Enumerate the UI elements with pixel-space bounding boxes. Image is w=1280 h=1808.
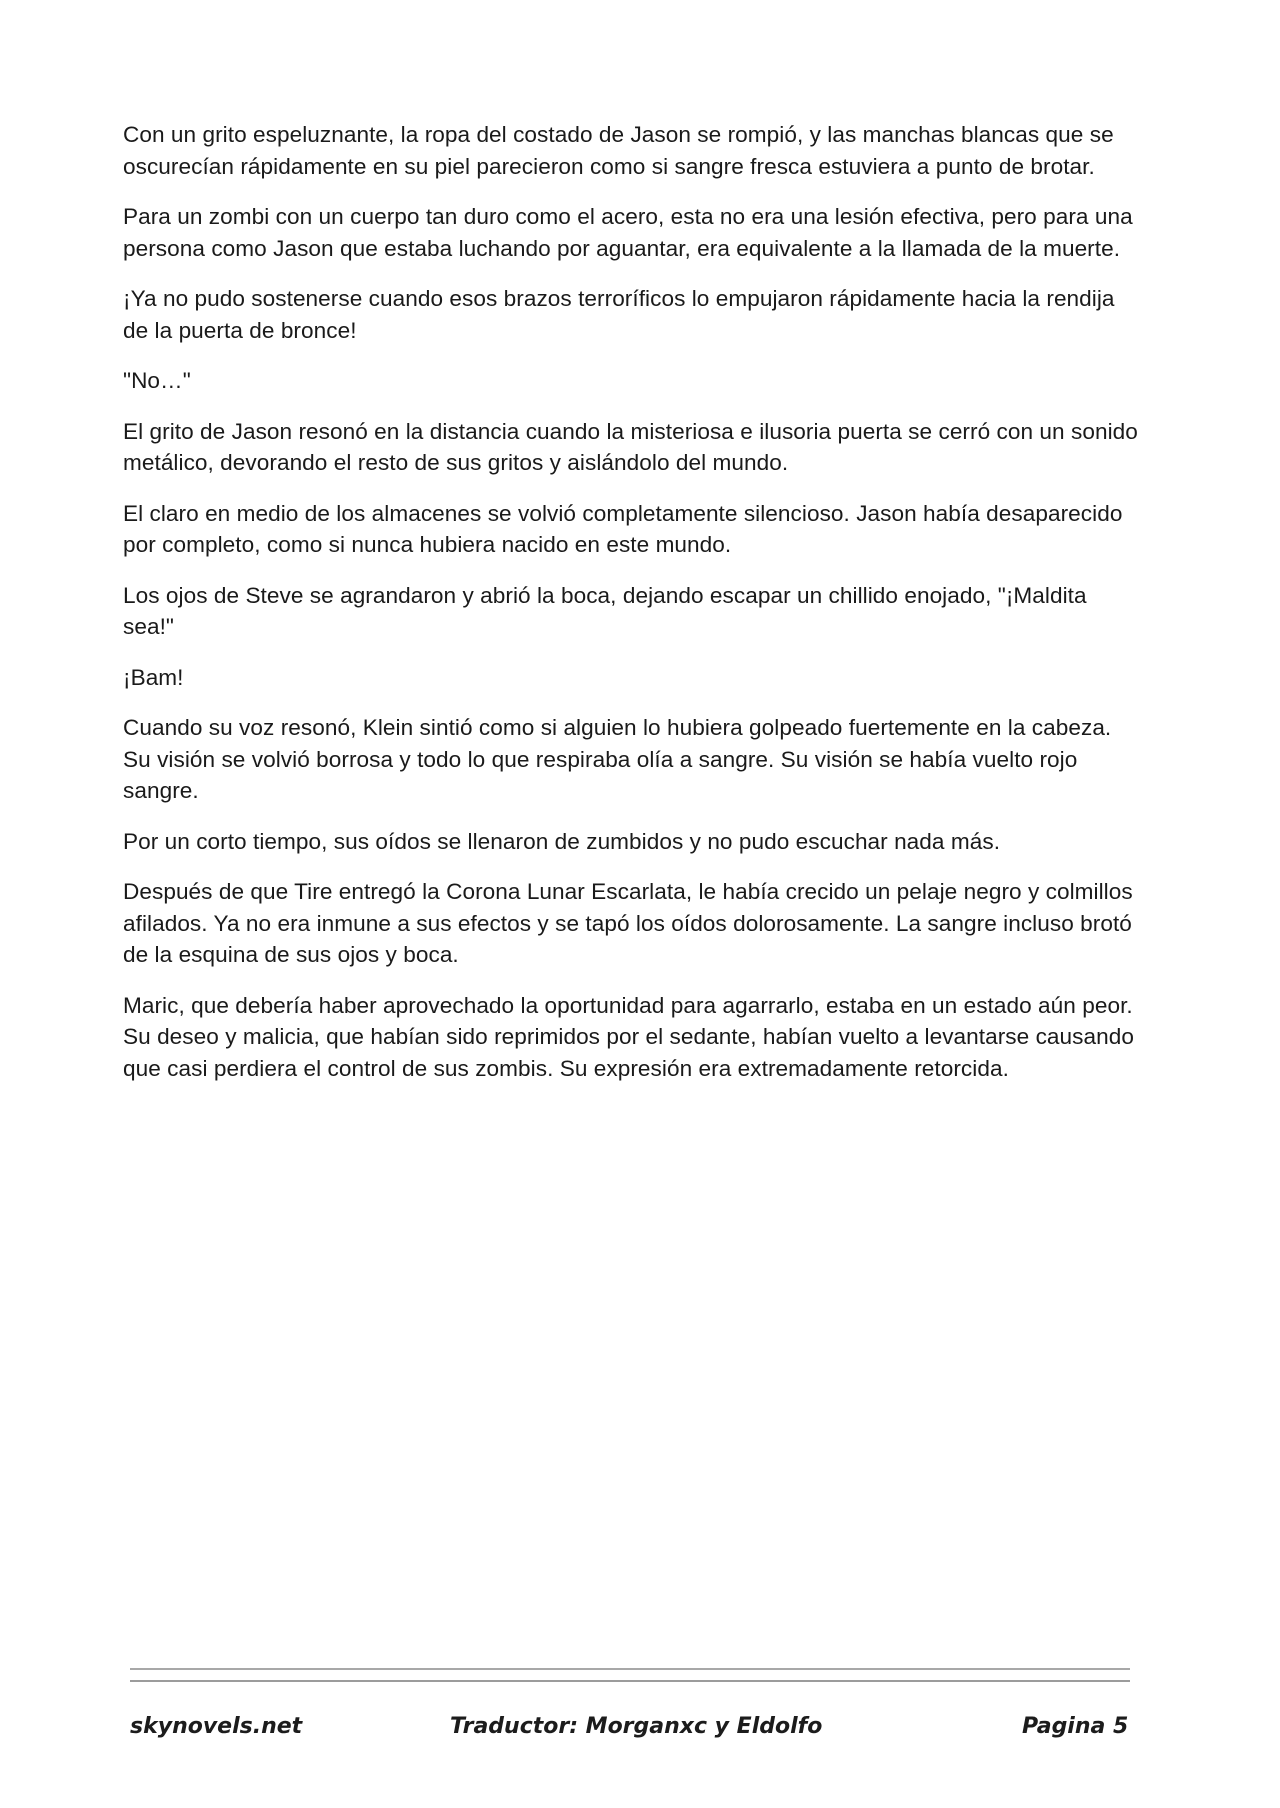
footer-site: skynovels.net <box>130 1714 303 1739</box>
footer-rule-top <box>130 1668 1130 1670</box>
paragraph: Los ojos de Steve se agrandaron y abrió la boca, dejando escapar un chillido enojado, "¡Maldita sea!" <box>123 582 1087 639</box>
paragraph: ¡Bam! <box>123 664 184 690</box>
paragraph: El claro en medio de los almacenes se volvió completamente silencioso. Jason había desaparecido por completo, como si nunca hubiera nacido en este mundo. <box>123 500 1123 557</box>
paragraph: ¡Ya no pudo sostenerse cuando esos brazos terroríficos lo empujaron rápidamente hacia la rendija de la puerta de bronce! <box>123 286 1115 343</box>
paragraph: El grito de Jason resonó en la distancia cuando la misteriosa e ilusoria puerta se cerró con un sonido metálico, devorando el resto de sus gritos y aislándolo del mundo. <box>123 418 1138 475</box>
footer-divider <box>130 1668 1130 1692</box>
paragraph: Cuando su voz resonó, Klein sintió como si alguien lo hubiera golpeado fuertemente en la cabeza. Su visión se volvió borrosa y todo lo que respiraba olía a sangre. Su visión se había vuelto rojo sangre. <box>123 715 1112 803</box>
footer-translator: Traductor: Morganxc y Eldolfo <box>450 1714 823 1739</box>
paragraph: Maric, que debería haber aprovechado la oportunidad para agarrarlo, estaba en un estado aún peor. Su deseo y malicia, que habían sido reprimidos por el sedante, habían vuelto a levantarse causando que casi perdiera el control de sus zombis. Su expresión era extremadamente retorcida. <box>123 992 1134 1081</box>
paragraph: Con un grito espeluznante, la ropa del costado de Jason se rompió, y las manchas blancas que se oscurecían rápidamente en su piel parecieron como si sangre fresca estuviera a punto de brotar. <box>123 122 1114 179</box>
footer-rule-bottom <box>130 1680 1130 1682</box>
footer-page-number: Pagina 5 <box>1022 1714 1129 1739</box>
page-body <box>123 119 1141 1103</box>
page-footer <box>0 1714 1280 1754</box>
paragraph: "No…" <box>123 368 191 393</box>
paragraph: Para un zombi con un cuerpo tan duro como el acero, esta no era una lesión efectiva, pero para una persona como Jason que estaba luchando por aguantar, era equivalente a la llamada de la muerte. <box>123 204 1133 261</box>
paragraph: Después de que Tire entregó la Corona Lunar Escarlata, le había crecido un pelaje negro y colmillos afilados. Ya no era inmune a sus efectos y se tapó los oídos dolorosamente. La sangre incluso brotó de la esquina de sus ojos y boca. <box>123 879 1133 967</box>
paragraph: Por un corto tiempo, sus oídos se llenaron de zumbidos y no pudo escuchar nada más. <box>123 828 1001 854</box>
